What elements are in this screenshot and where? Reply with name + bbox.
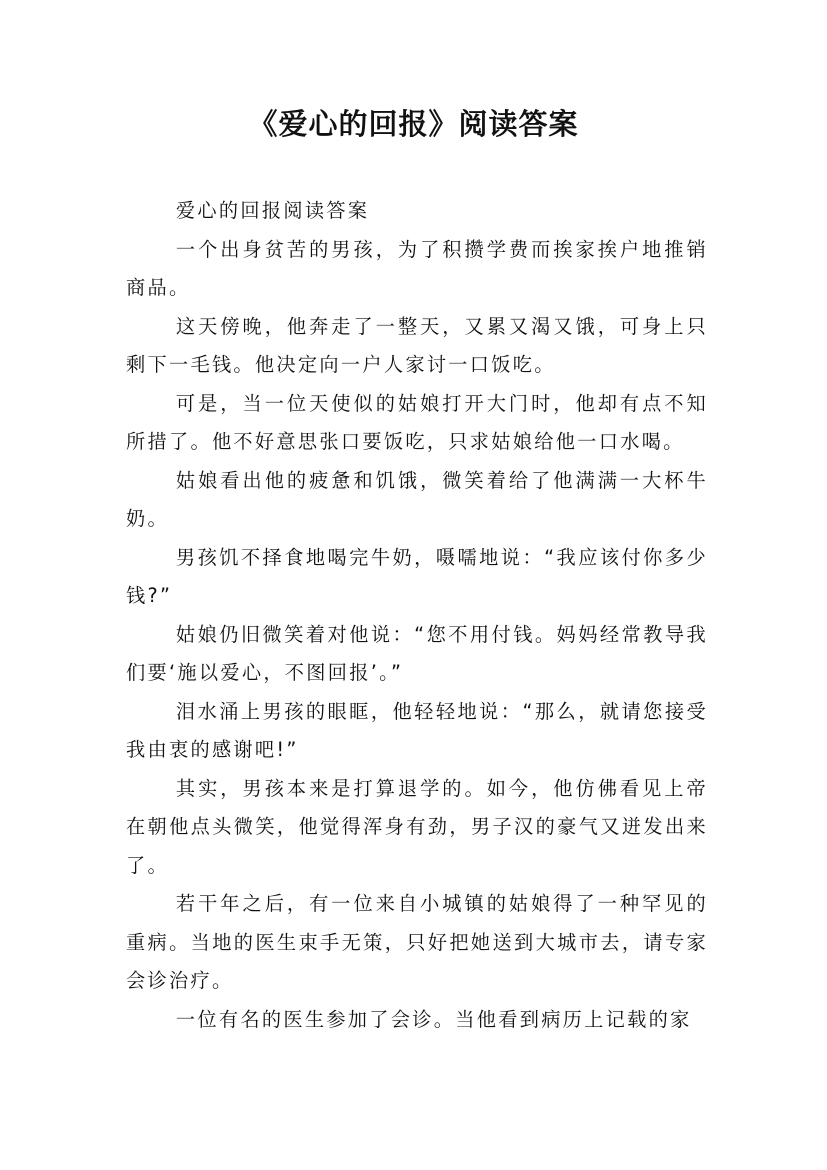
paragraph: 这天傍晚，他奔走了一整天，又累又渴又饿，可身上只剩下一毛钱。他决定向一户人家讨一口饭吃。	[126, 314, 708, 376]
paragraph: 姑娘看出他的疲惫和饥饿，微笑着给了他满满一大杯牛奶。	[126, 468, 708, 530]
paragraph: 男孩饥不择食地喝完牛奶，嗫嚅地说：“我应该付你多少钱?”	[126, 545, 708, 607]
document-title: 《爱心的回报》阅读答案	[248, 107, 579, 141]
paragraph: 若干年之后，有一位来自小城镇的姑娘得了一种罕见的重病。当地的医生束手无策，只好把她送到大城市去，请专家会诊治疗。	[126, 892, 708, 992]
paragraph: 一位有名的医生参加了会诊。当他看到病历上记载的家	[175, 1007, 692, 1031]
paragraph: 可是，当一位天使似的姑娘打开大门时，他却有点不知所措了。他不好意思张口要饭吃，只求姑娘给他一口水喝。	[126, 391, 708, 453]
paragraph: 姑娘仍旧微笑着对他说：“您不用付钱。妈妈经常教导我们要‘施以爱心，不图回报’。”	[126, 622, 708, 684]
paragraph: 爱心的回报阅读答案	[175, 199, 370, 222]
paragraph: 一个出身贫苦的男孩，为了积攒学费而挨家挨户地推销商品。	[126, 237, 708, 299]
paragraph: 泪水涌上男孩的眼眶，他轻轻地说：“那么，就请您接受我由衷的感谢吧!”	[126, 699, 708, 761]
paragraph: 其实，男孩本来是打算退学的。如今，他仿佛看见上帝在朝他点头微笑，他觉得浑身有劲，男子汉的豪气又迸发出来了。	[126, 776, 708, 877]
document-body	[126, 192, 708, 1039]
